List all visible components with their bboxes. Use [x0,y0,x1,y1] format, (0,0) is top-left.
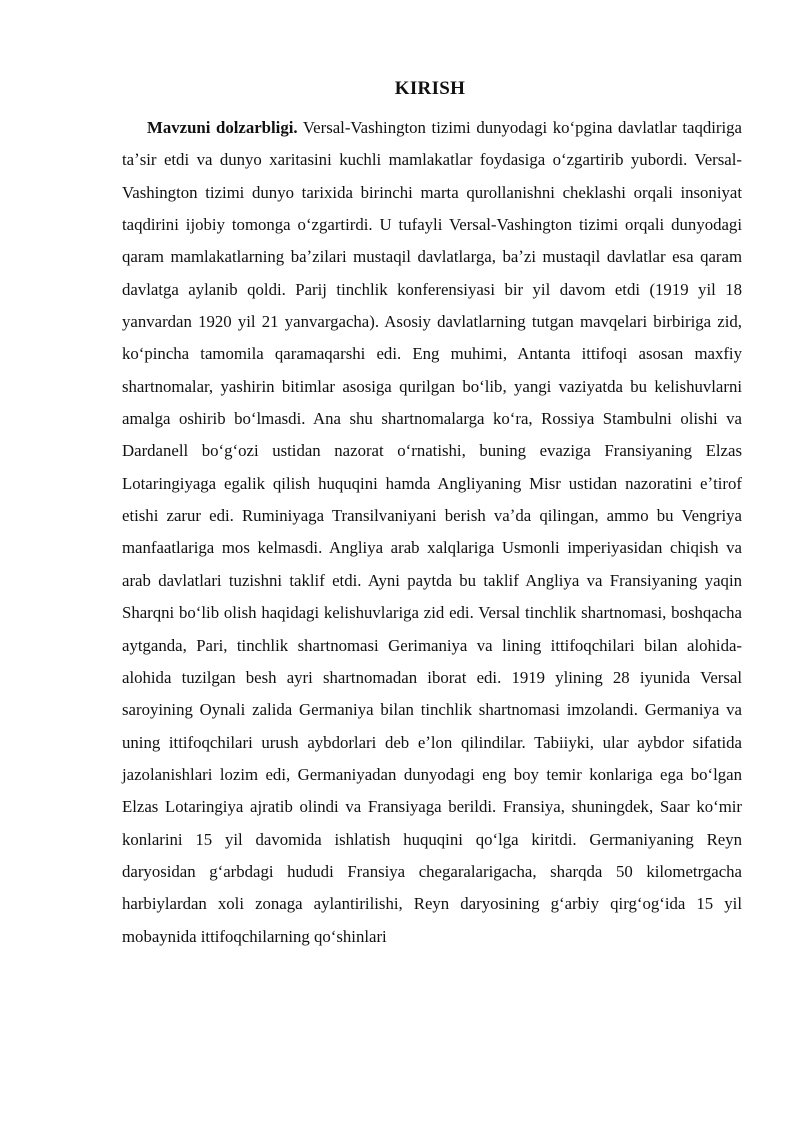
section-lead-label: Mavzuni dolzarbligi. [147,118,298,137]
paragraph-text: Versal-Vashington tizimi dunyodagi koʻpgina davlatlar taqdiriga taʼsir etdi va dunyo xaritasini kuchli mamlakatlar foydasiga oʻzgartirib yubordi. Versal-Vashington tizimi dunyo tarixida birinchi marta qurollanishni cheklashi orqali insoniyat taqdirini ijobiy tomonga oʻzgartirdi. U tufayli Versal-Vashington tizimi orqali dunyodagi qaram mamlakatlarning baʼzilari mustaqil davlatlarga, baʼzi mustaqil davlatlar esa qaram davlatga aylanib qoldi. Parij tinchlik konferensiyasi bir yil davom etdi (1919 yil 18 yanvardan 1920 yil 21 yanvargacha). Asosiy davlatlarning tutgan mavqelari birbiriga zid, koʻpincha tamomila qaramaqarshi edi. Eng muhimi, Antanta ittifoqi asosan maxfiy shartnomalar, yashirin bitimlar asosiga qurilgan boʻlib, yangi vaziyatda bu kelishuvlarni amalga oshirib boʻlmasdi. Ana shu shartnomalarga koʻra, Rossiya Stambulni olishi va Dardanell boʻgʻozi ustidan nazorat oʻrnatishi, buning evaziga Fransiyaning Elzas Lotaringiyaga egalik qilish huquqini hamda Angliyaning Misr ustidan nazoratini eʼtirof etishi zarur edi. Ruminiyaga Transilvaniyani berish vaʼda qilingan, ammo bu Vengriya manfaatlariga mos kelmasdi. Angliya arab xalqlariga Usmonli imperiyasidan chiqish va arab davlatlari tuzishni taklif etdi. Ayni paytda bu taklif Angliya va Fransiyaning yaqin Sharqni boʻlib olish haqidagi kelishuvlariga zid edi. Versal tinchlik shartnomasi, boshqacha aytganda, Pari, tinchlik shartnomasi Gerimaniya va lining ittifoqchilari bilan alohida-alohida tuzilgan besh ayri shartnomadan iborat edi. 1919 ylining 28 iyunida Versal saroyining Oynali zalida Germaniya bilan tinchlik shartnomasi imzolandi. Germaniya va uning ittifoqchilari urush aybdorlari deb eʼlon qilindilar. Tabiiyki, ular aybdor sifatida jazolanishlari lozim edi, Germaniyadan dunyodagi eng boy temir konlariga ega boʻlgan Elzas Lotaringiya ajratib olindi va Fransiyaga berildi. Fransiya, shuningdek, Saar koʻmir konlarini 15 yil davomida ishlatish huquqini qoʻlga kiritdi. Germaniyaning Reyn daryosidan gʻarbdagi hududi Fransiya chegaralarigacha, sharqda 50 kilometrgacha harbiylardan xoli zonaga aylantirilishi, Reyn daryosining gʻarbiy qirgʻogʻida 15 yil mobaynida ittifoqchilarning qoʻshinlari [122,118,742,946]
body-paragraph [122,112,742,953]
page-title: KIRISH [394,78,466,99]
